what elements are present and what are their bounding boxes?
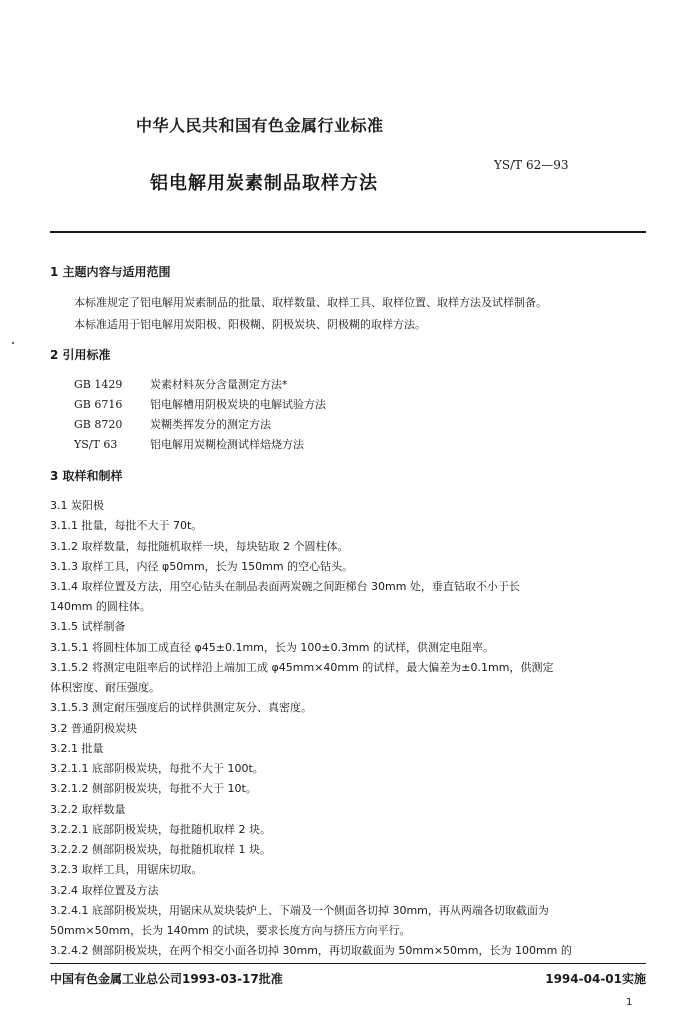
clause-line: 3.2.4.1 底部阴极炭块，用锯床从炭块装炉上、下端及一个侧面各切掉 30mm，再从两端各切取截面为 [50, 904, 549, 917]
clause-line: 3.2 普通阴极炭块 [50, 722, 137, 735]
reference-code: GB 8720 [74, 418, 123, 431]
clause-line: 3.1.5.1 将圆柱体加工成直径 φ45±0.1mm，长为 100±0.3mm 的试样，供测定电阻率。 [50, 641, 494, 654]
clause-line: 3.2.2.1 底部阴极炭块，每批随机取样 2 块。 [50, 823, 271, 836]
scan-speck [12, 342, 14, 344]
clause-line: 3.2.4.2 侧部阴极炭块，在两个相交小面各切掉 30mm，再切取截面为 50mm×50mm，长为 100mm 的 [50, 944, 572, 957]
reference-title: 铝电解用炭糊检测试样焙烧方法 [150, 438, 304, 451]
clause-line: 3.1.4 取样位置及方法，用空心钻头在制品表面两炭碗之间距梯台 30mm 处，垂直钻取不小于长 [50, 580, 520, 593]
clause-line: 140mm 的圆柱体。 [50, 600, 151, 613]
page-number: 1 [626, 997, 633, 1008]
clause-line: 3.1 炭阳极 [50, 499, 104, 512]
clause-line: 3.2.4 取样位置及方法 [50, 884, 159, 897]
clause-line: 50mm×50mm，长为 140mm 的试块，要求长度方向与挤压方向平行。 [50, 924, 411, 937]
standard-organization: 中华人民共和国有色金属行业标准 [136, 116, 384, 135]
section-3-heading: 3 取样和制样 [50, 469, 123, 483]
clause-line: 3.2.2 取样数量 [50, 803, 126, 816]
reference-code: GB 1429 [74, 378, 123, 391]
footer-rule [50, 963, 646, 964]
reference-title: 铝电解槽用阴极炭块的电解试验方法 [150, 398, 326, 411]
reference-code: GB 6716 [74, 398, 123, 411]
clause-line: 3.1.2 取样数量，每批随机取样一块，每块钻取 2 个圆柱体。 [50, 540, 349, 553]
section-1-paragraph-2: 本标准适用于铝电解用炭阳极、阳极糊、阴极炭块、阴极糊的取样方法。 [74, 318, 426, 331]
clause-line: 3.2.1.2 侧部阴极炭块，每批不大于 10t。 [50, 782, 257, 795]
clause-line: 3.1.1 批量，每批不大于 70t。 [50, 519, 203, 532]
clause-line: 3.1.3 取样工具，内径 φ50mm，长为 150mm 的空心钻头。 [50, 560, 354, 573]
standard-code: YS/T 62—93 [494, 158, 569, 172]
effective-date: 1994-04-01实施 [545, 972, 646, 986]
clause-line: 3.2.1.1 底部阴极炭块，每批不大于 100t。 [50, 762, 264, 775]
header-rule [50, 231, 646, 233]
clause-line: 体积密度、耐压强度。 [50, 681, 160, 694]
clause-line: 3.2.3 取样工具，用锯床切取。 [50, 863, 203, 876]
approval-line: 中国有色金属工业总公司1993-03-17批准 [50, 972, 283, 986]
clause-line: 3.2.2.2 侧部阴极炭块，每批随机取样 1 块。 [50, 843, 271, 856]
section-1-heading: 1 主题内容与适用范围 [50, 265, 171, 279]
reference-title: 炭糊类挥发分的测定方法 [150, 418, 271, 431]
document-title: 铝电解用炭素制品取样方法 [150, 173, 378, 194]
reference-title: 炭素材料灰分含量测定方法* [150, 378, 288, 391]
clause-line: 3.1.5.3 测定耐压强度后的试样供测定灰分、真密度。 [50, 701, 312, 714]
section-1-paragraph-1: 本标准规定了铝电解用炭素制品的批量、取样数量、取样工具、取样位置、取样方法及试样制备。 [74, 296, 547, 309]
clause-line: 3.1.5.2 将测定电阻率后的试样沿上端加工成 φ45mm×40mm 的试样，最大偏差为±0.1mm，供测定 [50, 661, 554, 674]
clause-line: 3.1.5 试样制备 [50, 620, 126, 633]
section-2-heading: 2 引用标准 [50, 348, 111, 362]
clause-line: 3.2.1 批量 [50, 742, 104, 755]
reference-code: YS/T 63 [74, 438, 118, 451]
